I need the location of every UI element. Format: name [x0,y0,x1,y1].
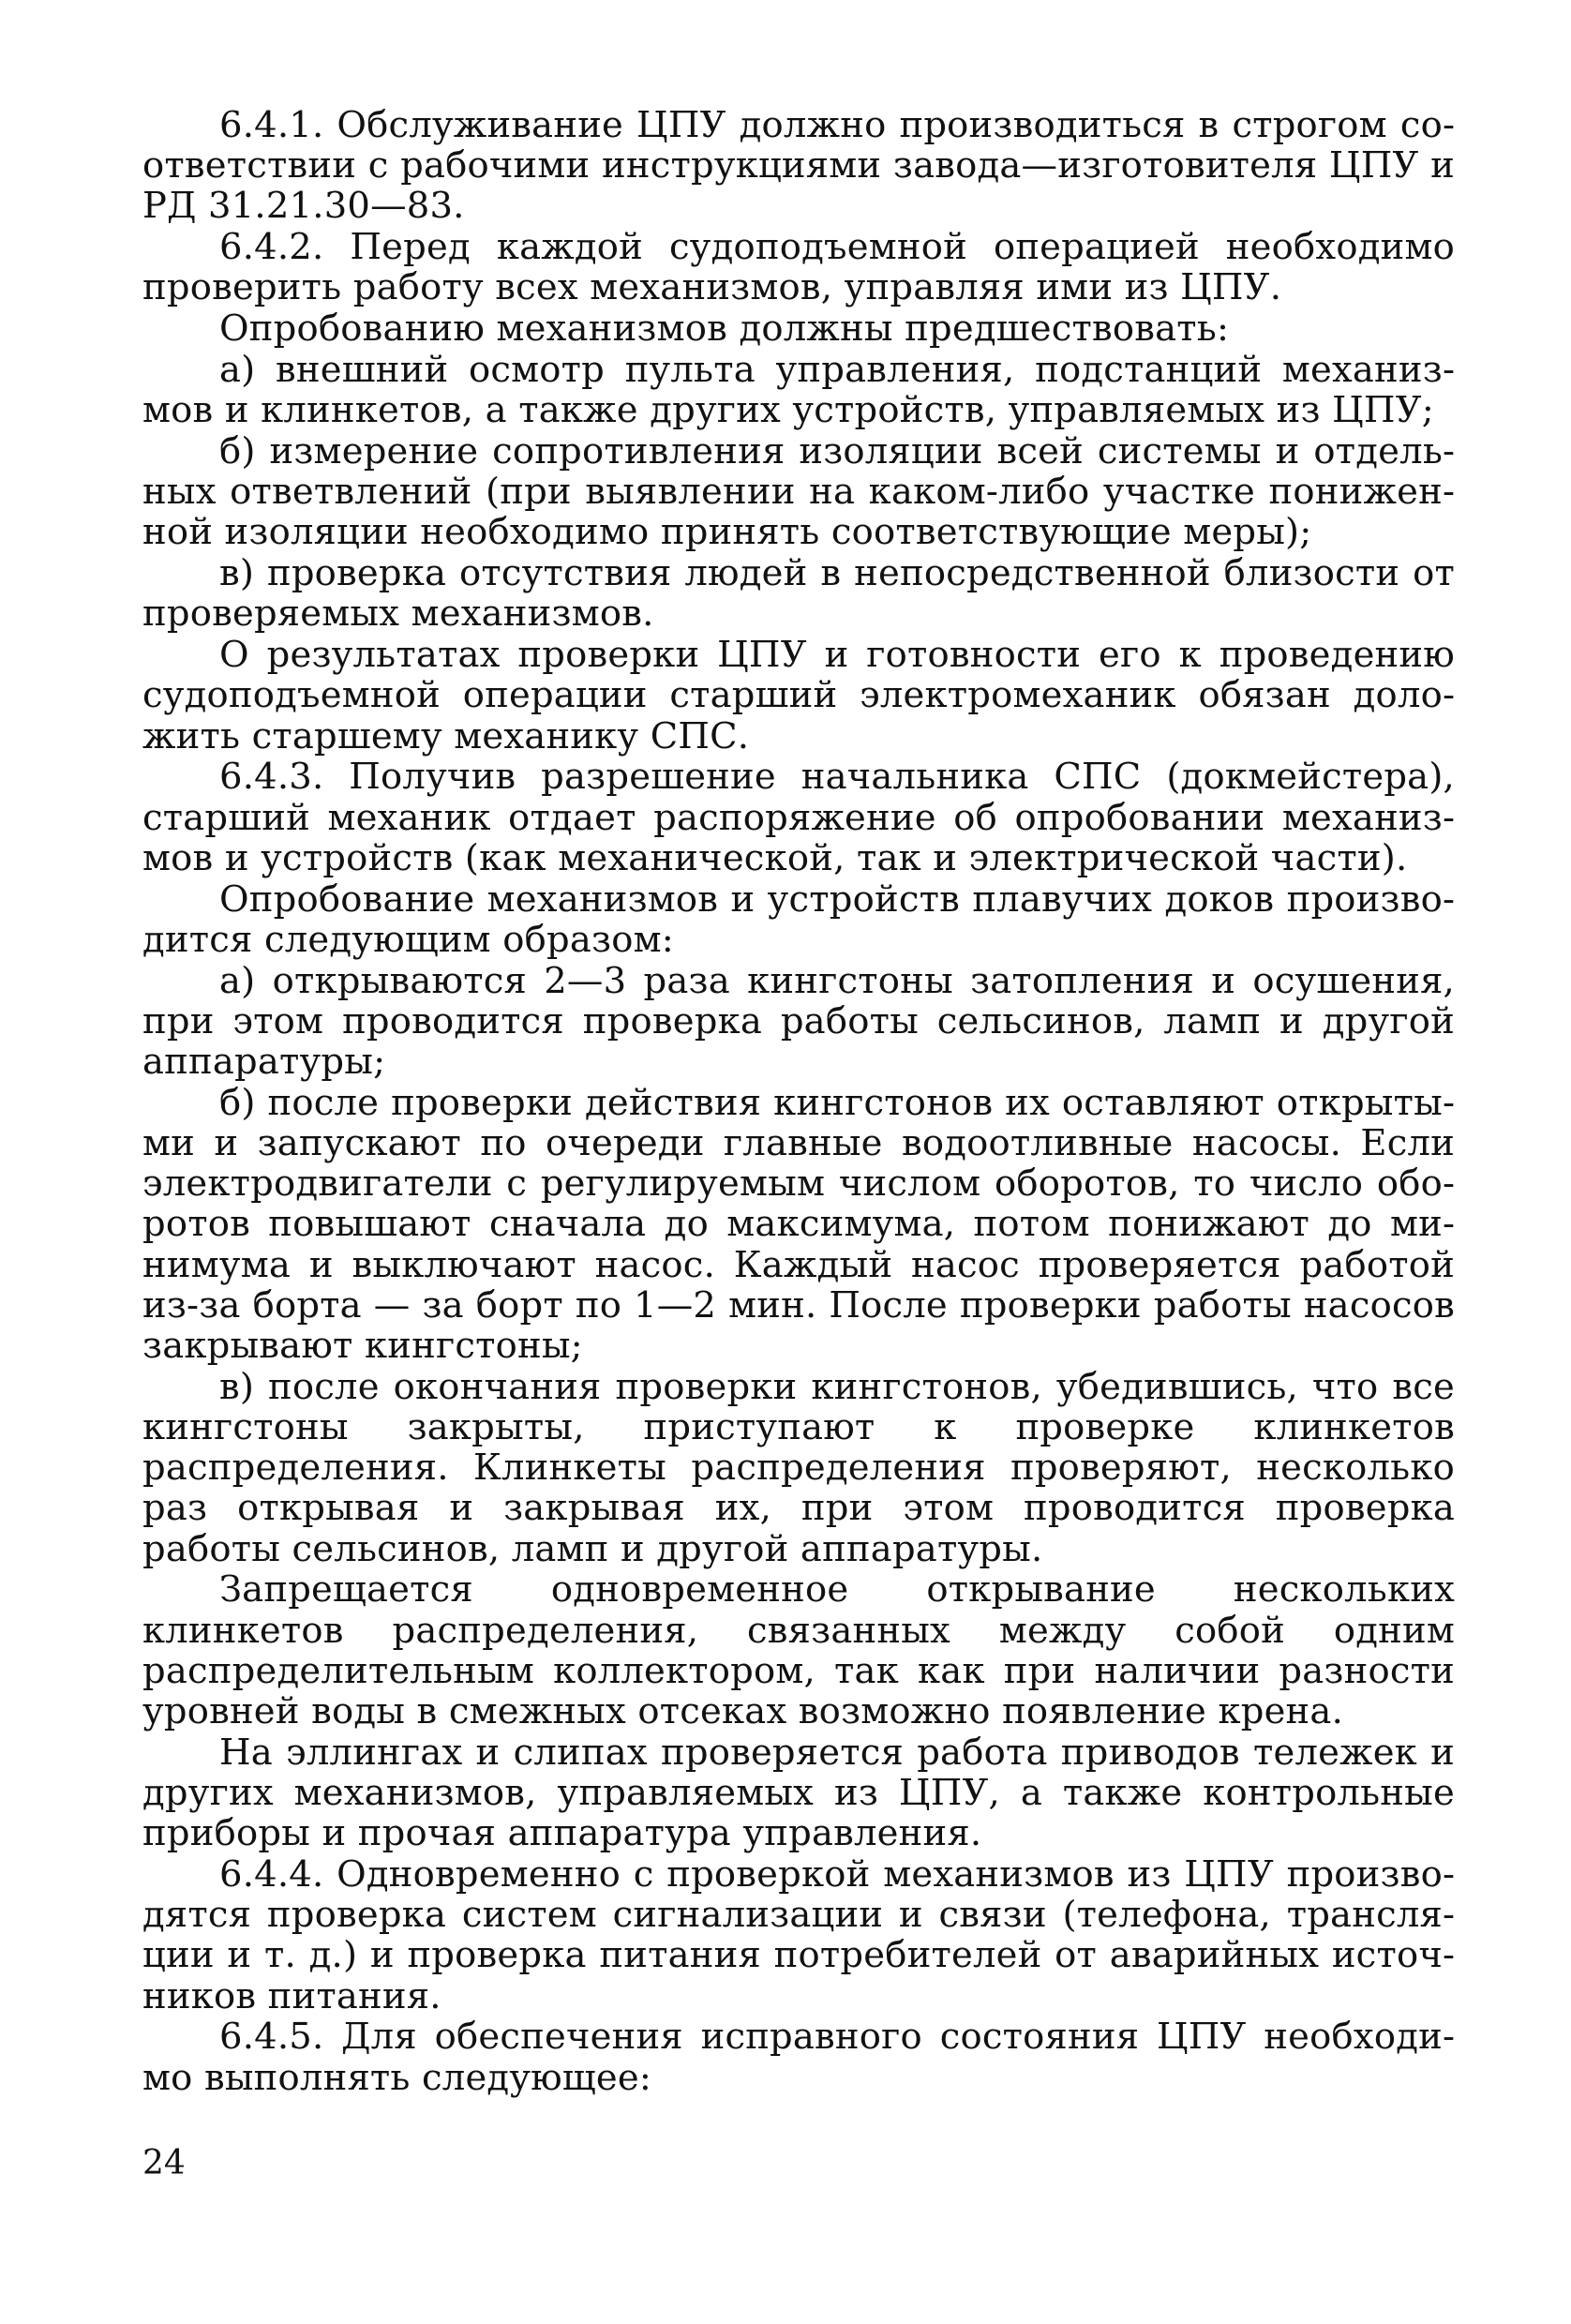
paragraph-6-4-4: 6.4.4. Одновременно с проверкой механизмов из ЦПУ производятся проверка систем сигнализации и связи (телефона, трансляции и т. д.) и проверка питания потребителей от аварийных источников питания. [142,1853,1455,2017]
paragraph-6-4-3: 6.4.3. Получив разрешение начальника СПС (докмейстера), старший механик отдает распоряжение об опробовании механизмов и устройств (как механической, так и электрической части). [142,756,1455,879]
list-item-a-external-inspection: а) внешний осмотр пульта управления, подстанций механизмов и клинкетов, а также других устройств, управляемых из ЦПУ; [142,349,1455,432]
list-item-v-people-check: в) проверка отсутствия людей в непосредственной близости от проверяемых механизмов. [142,552,1455,636]
list-item-b-insulation-measurement: б) измерение сопротивления изоляции всей системы и отдельных ответвлений (при выявлении на каком-либо участке пониженной изоляции необходимо принять соответствующие меры); [142,430,1455,554]
paragraph-report-results: О результатах проверки ЦПУ и готовности его к проведению судоподъемной операции старший электромеханик обязан доложить старшему механику СПС. [142,634,1455,757]
paragraph-prohibition: Запрещается одновременное открывание нескольких клинкетов распределения, связанных между собой одним распределительным коллектором, так как при наличии разности уровней воды в смежных отсеках возможно появление крена. [142,1568,1455,1733]
document-page [142,105,1455,2098]
list-item-b-pumps: б) после проверки действия кингстонов их оставляют открытыми и запускают по очереди главные водоотливные насосы. Если электродвигатели с регулируемым числом оборотов, то число оборотов повышают сначала до максимума, потом понижают до минимума и выключают насос. Каждый насос проверяется работой из-за борта — за борт по 1—2 мин. После проверки работы насосов закрывают кингстоны; [142,1081,1455,1368]
list-item-v-valves: в) после окончания проверки кингстонов, убедившись, что все кингстоны закрыты, приступают к проверке клинкетов распределения. Клинкеты распределения проверяют, несколько раз открывая и закрывая их, при этом проводится проверка работы сельсинов, ламп и другой аппаратуры. [142,1365,1455,1570]
list-item-a-kingstons: а) открываются 2—3 раза кингстоны затопления и осушения, при этом проводится проверка работы сельсинов, ламп и другой аппаратуры; [142,959,1455,1084]
paragraph-testing-procedure: Опробование механизмов и устройств плавучих доков производится следующим образом: [142,877,1455,961]
paragraph-preconditions: Опробованию механизмов должны предшествовать: [219,307,1230,351]
paragraph-6-4-1: 6.4.1. Обслуживание ЦПУ должно производиться в строгом соответствии с рабочими инструкциями завода—изготовителя ЦПУ и РД 31.21.30—83. [142,104,1455,228]
paragraph-6-4-2: 6.4.2. Перед каждой судоподъемной операцией необходимо проверить работу всех механизмов, управляя ими из ЦПУ. [142,226,1455,309]
paragraph-slipways: На эллингах и слипах проверяется работа приводов тележек и других механизмов, управляемых из ЦПУ, а также контрольные приборы и прочая аппаратура управления. [142,1731,1455,1855]
page-number: 24 [142,2144,186,2182]
paragraph-6-4-5: 6.4.5. Для обеспечения исправного состояния ЦПУ необходимо выполнять следующее: [142,2016,1455,2099]
